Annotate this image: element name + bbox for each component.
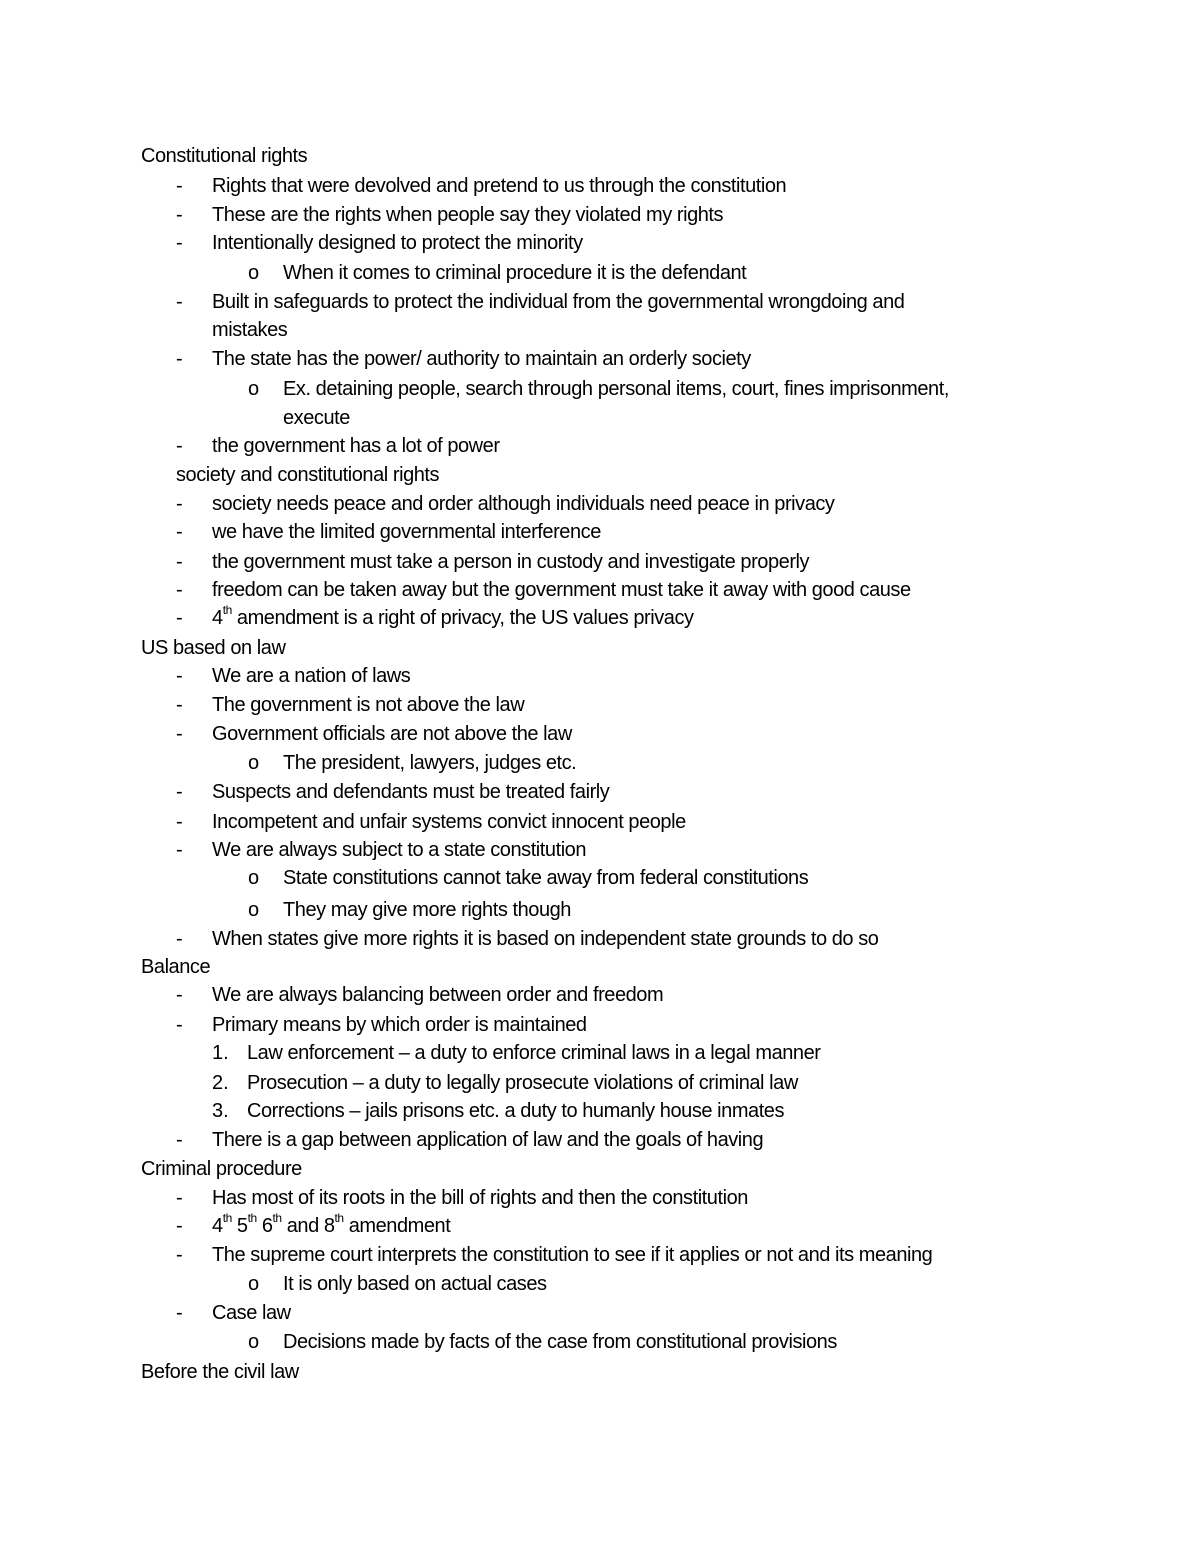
bullet-text: When states give more rights it is based on independent state grounds to do so bbox=[212, 928, 879, 950]
dash-bullet: - bbox=[176, 1302, 183, 1324]
bullet-text: We are a nation of laws bbox=[212, 665, 411, 687]
circle-bullet: o bbox=[248, 378, 260, 400]
numbered-item-text: Prosecution – a duty to legally prosecute violations of criminal law bbox=[247, 1072, 798, 1094]
ordinal-suffix: th bbox=[334, 1211, 344, 1226]
bullet-text-rest: amendment bbox=[348, 1215, 451, 1237]
sub-bullet-text: They may give more rights though bbox=[283, 899, 571, 921]
dash-bullet: - bbox=[176, 665, 183, 687]
bullet-text-rest: amendment is a right of privacy, the US values privacy bbox=[236, 607, 694, 629]
circle-bullet: o bbox=[248, 1331, 260, 1353]
numbered-item-text: Corrections – jails prisons etc. a duty to humanly house inmates bbox=[247, 1100, 785, 1122]
bullet-text: Primary means by which order is maintained bbox=[212, 1014, 587, 1036]
ordinal-number: 4 bbox=[212, 607, 223, 629]
bullet-text bbox=[212, 603, 694, 630]
circle-bullet: o bbox=[248, 752, 260, 774]
dash-bullet: - bbox=[176, 175, 183, 197]
bullet-text: Suspects and defendants must be treated fairly bbox=[212, 781, 610, 803]
numbered-item-text: Law enforcement – a duty to enforce criminal laws in a legal manner bbox=[247, 1042, 821, 1064]
bullet-text: The state has the power/ authority to maintain an orderly society bbox=[212, 348, 751, 370]
sub-bullet-text-continuation: execute bbox=[283, 407, 350, 429]
bullet-text: Has most of its roots in the bill of rights and then the constitution bbox=[212, 1187, 748, 1209]
dash-bullet: - bbox=[176, 1244, 183, 1266]
bullet-text: Government officials are not above the law bbox=[212, 723, 572, 745]
circle-bullet: o bbox=[248, 899, 260, 921]
bullet-text: We are always balancing between order and freedom bbox=[212, 984, 664, 1006]
bullet-text: Intentionally designed to protect the minority bbox=[212, 232, 583, 254]
dash-bullet: - bbox=[176, 551, 183, 573]
ordinal-suffix: th bbox=[272, 1211, 282, 1226]
section-heading: US based on law bbox=[141, 637, 286, 659]
dash-bullet: - bbox=[176, 493, 183, 515]
dash-bullet: - bbox=[176, 204, 183, 226]
ordinal-number: 4 bbox=[212, 1215, 223, 1237]
section-heading: Before the civil law bbox=[141, 1361, 299, 1383]
dash-bullet: - bbox=[176, 839, 183, 861]
bullet-text: we have the limited governmental interference bbox=[212, 521, 601, 543]
bullet-text: The government is not above the law bbox=[212, 694, 525, 716]
dash-bullet: - bbox=[176, 1014, 183, 1036]
numbered-marker: 1. bbox=[212, 1042, 229, 1064]
sub-bullet-text: State constitutions cannot take away from federal constitutions bbox=[283, 867, 809, 889]
dash-bullet: - bbox=[176, 811, 183, 833]
section-heading: Balance bbox=[141, 956, 211, 978]
numbered-marker: 3. bbox=[212, 1100, 229, 1122]
bullet-text: Incompetent and unfair systems convict innocent people bbox=[212, 811, 686, 833]
dash-bullet: - bbox=[176, 291, 183, 313]
dash-bullet: - bbox=[176, 232, 183, 254]
bullet-text-continuation: mistakes bbox=[212, 319, 288, 341]
bullet-text: We are always subject to a state constitution bbox=[212, 839, 587, 861]
circle-bullet: o bbox=[248, 1273, 260, 1295]
bullet-text: the government must take a person in custody and investigate properly bbox=[212, 551, 810, 573]
bullet-text-part: and 8 bbox=[286, 1215, 335, 1237]
ordinal-suffix: th bbox=[222, 603, 232, 618]
bullet-text: freedom can be taken away but the government must take it away with good cause bbox=[212, 579, 911, 601]
sub-bullet-text: It is only based on actual cases bbox=[283, 1273, 547, 1295]
numbered-marker: 2. bbox=[212, 1072, 229, 1094]
dash-bullet: - bbox=[176, 781, 183, 803]
ordinal-number: 6 bbox=[261, 1215, 273, 1237]
bullet-text: There is a gap between application of law and the goals of having bbox=[212, 1129, 764, 1151]
dash-bullet: - bbox=[176, 694, 183, 716]
ordinal-number: 5 bbox=[236, 1215, 248, 1237]
dash-bullet: - bbox=[176, 579, 183, 601]
dash-bullet: - bbox=[176, 1187, 183, 1209]
dash-bullet: - bbox=[176, 435, 183, 457]
bullet-text: Built in safeguards to protect the individual from the governmental wrongdoing and bbox=[212, 291, 905, 313]
sub-bullet-text: Decisions made by facts of the case from constitutional provisions bbox=[283, 1331, 837, 1353]
section-heading: Constitutional rights bbox=[141, 145, 308, 167]
bullet-text: The supreme court interprets the constitution to see if it applies or not and its meaning bbox=[212, 1244, 933, 1266]
circle-bullet: o bbox=[248, 262, 260, 284]
bullet-text: the government has a lot of power bbox=[212, 435, 500, 457]
section-heading: Criminal procedure bbox=[141, 1158, 302, 1180]
section-heading: society and constitutional rights bbox=[176, 464, 440, 486]
dash-bullet: - bbox=[176, 521, 183, 543]
bullet-text: society needs peace and order although individuals need peace in privacy bbox=[212, 493, 835, 515]
bullet-text: Case law bbox=[212, 1302, 291, 1324]
sub-bullet-text: When it comes to criminal procedure it is the defendant bbox=[283, 262, 747, 284]
bullet-text bbox=[212, 1211, 451, 1238]
dash-bullet: - bbox=[176, 928, 183, 950]
dash-bullet: - bbox=[176, 348, 183, 370]
ordinal-suffix: th bbox=[222, 1211, 232, 1226]
bullet-text: Rights that were devolved and pretend to us through the constitution bbox=[212, 175, 787, 197]
dash-bullet: - bbox=[176, 723, 183, 745]
dash-bullet: - bbox=[176, 1215, 183, 1237]
dash-bullet: - bbox=[176, 607, 183, 629]
circle-bullet: o bbox=[248, 867, 260, 889]
sub-bullet-text: Ex. detaining people, search through personal items, court, fines imprisonment, bbox=[283, 378, 949, 400]
dash-bullet: - bbox=[176, 984, 183, 1006]
ordinal-suffix: th bbox=[247, 1211, 257, 1226]
dash-bullet: - bbox=[176, 1129, 183, 1151]
bullet-text: These are the rights when people say they violated my rights bbox=[212, 204, 724, 226]
sub-bullet-text: The president, lawyers, judges etc. bbox=[283, 752, 577, 774]
